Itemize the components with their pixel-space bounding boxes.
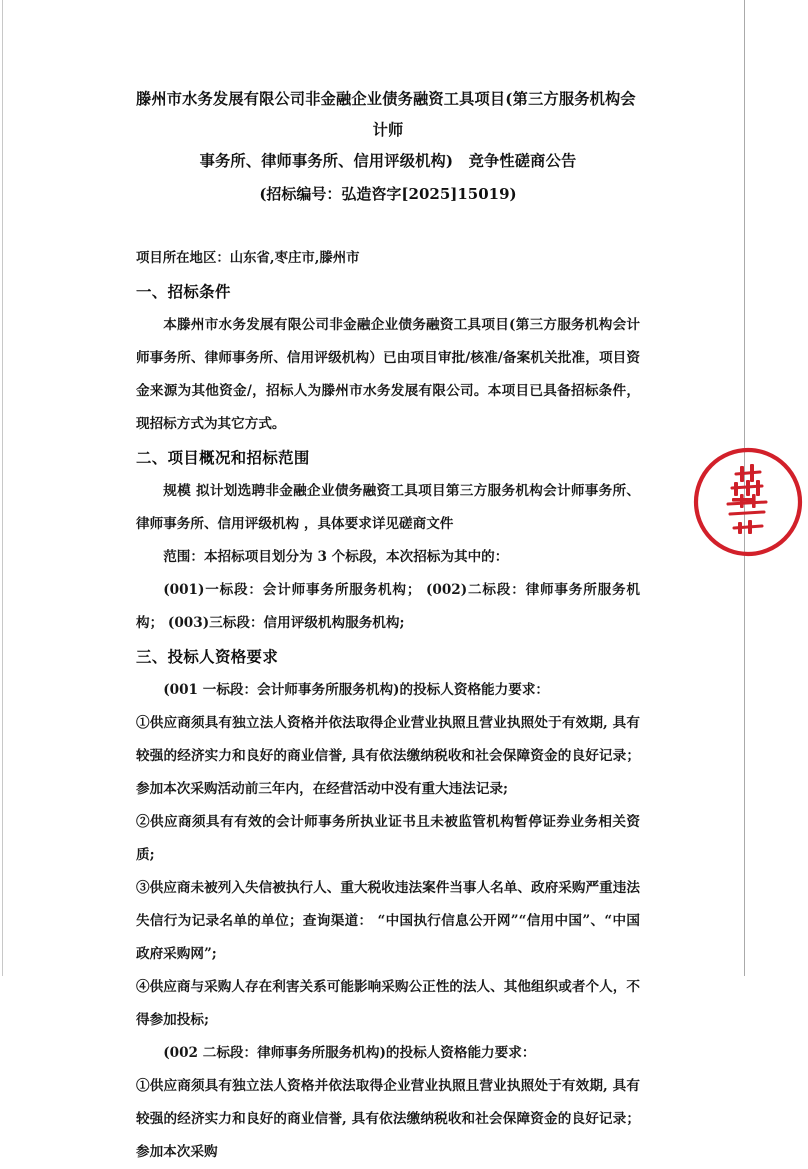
lot-1-requirement-item: ②供应商须具有有效的会计师事务所执业证书且未被监管机构暂停证券业务相关资质; — [136, 814, 640, 863]
section-heading-1: 一、招标条件 — [136, 283, 231, 301]
document-title-line-2: 事务所、律师事务所、信用评级机构) 竞争性磋商公告 — [199, 152, 577, 170]
title-block — [136, 0, 640, 210]
seal-ring-icon — [696, 450, 800, 554]
lot-1-qualification-intro: (001 一标段：会计师事务所服务机构)的投标人资格能力要求： — [163, 682, 550, 698]
seal-inner-marks — [728, 472, 766, 528]
section-2-scope-paragraph: 规模 拟计划选聘非金融企业债务融资工具项目第三方服务机构会计师事务所、律师事务所、信用评级机构 ，具体要求详见磋商文件 — [136, 483, 640, 532]
lot-1-requirement-item: ①供应商须具有独立法人资格并依法取得企业营业执照且营业执照处于有效期, 具有较强的经济实力和良好的商业信誉, 具有依法缴纳税收和社会保障资金的良好记录；参加本次采购活动前三年内，在经营活动中没有重大违法记录; — [136, 715, 640, 797]
bid-number: (招标编号：弘造咨字[2025]15019) — [259, 185, 517, 203]
section-heading-3: 三、投标人资格要求 — [136, 648, 279, 666]
section-2-lots-paragraph: (001)一标段：会计师事务所服务机构； (002)二标段：律师事务所服务机构； (003)三标段：信用评级机构服务机构; — [136, 582, 640, 631]
official-seal-stamp — [688, 442, 808, 562]
section-1-paragraph-1: 本滕州市水务发展有限公司非金融企业债务融资工具项目(第三方服务机构会计师事务所、律师事务所、信用评级机构）已由项目审批/核准/备案机关批准，项目资金来源为其他资金/，招标人为滕州市水务发展有限公司。本项目已具备招标条件，现招标方式为其它方式。 — [136, 317, 640, 432]
seal-characters — [732, 464, 760, 534]
document-title — [136, 84, 640, 177]
lot-1-requirement-item: ④供应商与采购人存在利害关系可能影响采购公正性的法人、其他组织或者个人，不得参加投标; — [136, 979, 640, 1028]
lot-2-requirement-item: ①供应商须具有独立法人资格并依法取得企业营业执照且营业执照处于有效期, 具有较强的经济实力和良好的商业信誉, 具有依法缴纳税收和社会保障资金的良好记录；参加本次采购 — [136, 1078, 640, 1160]
document-title-line-1: 滕州市水务发展有限公司非金融企业债务融资工具项目(第三方服务机构会计师 — [136, 90, 636, 139]
section-2-range-paragraph: 范围：本招标项目划分为 3 个标段，本次招标为其中的： — [163, 549, 509, 565]
scan-edge-left — [2, 0, 3, 976]
lot-2-qualification-intro: (002 二标段：律师事务所服务机构)的投标人资格能力要求： — [163, 1045, 536, 1061]
lot-1-requirement-item: ③供应商未被列入失信被执行人、重大税收违法案件当事人名单、政府采购严重违法失信行为记录名单的单位；查询渠道： “中国执行信息公开网”“信用中国”、“中国政府采购网”; — [136, 880, 640, 962]
document-content — [136, 0, 640, 1169]
scan-edge-right — [744, 0, 745, 976]
section-heading-2: 二、项目概况和招标范围 — [136, 449, 310, 467]
document-body — [136, 242, 640, 1169]
project-location: 项目所在地区：山东省,枣庄市,滕州市 — [136, 250, 360, 266]
